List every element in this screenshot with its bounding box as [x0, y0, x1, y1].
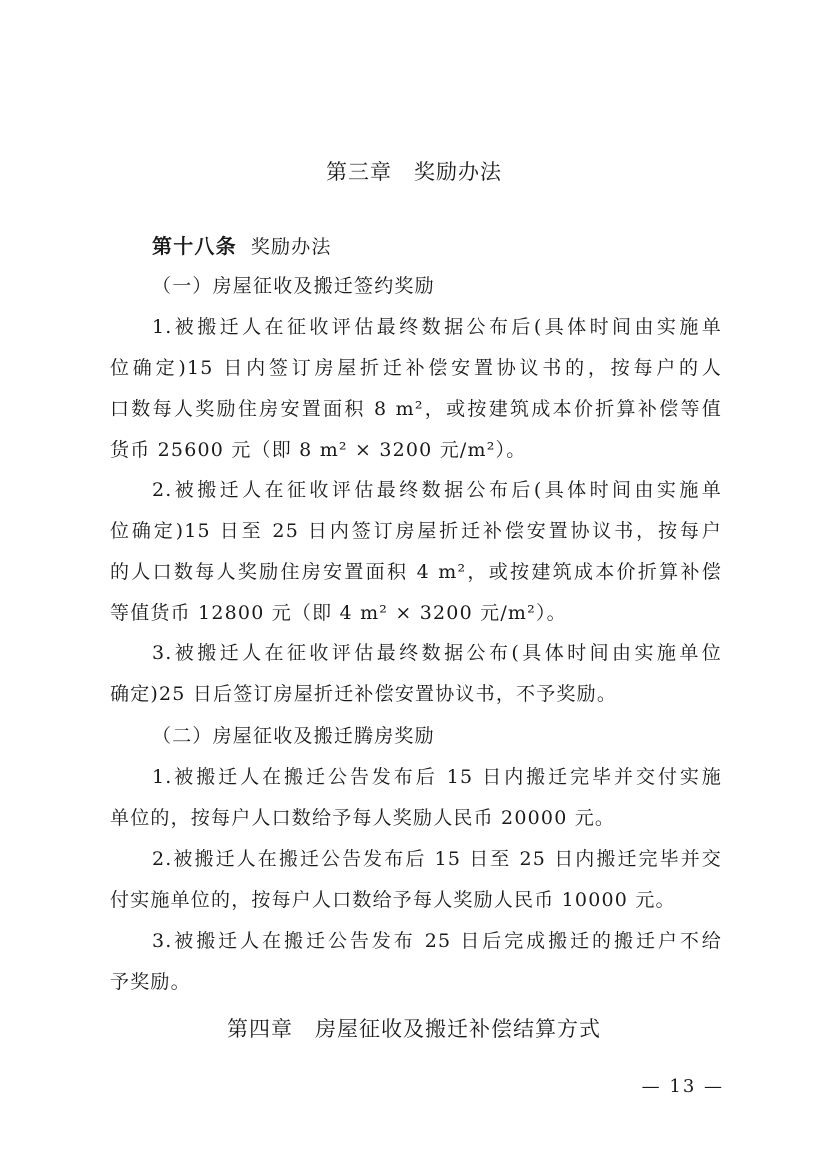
chapter-3-title: 第三章 奖励办法 [326, 160, 502, 184]
section-1-item-1-line-3: 口数每人奖励住房安置面积 8 m²，或按建筑成本价折算补偿等值 [110, 398, 722, 420]
section-2-item-1-line-1: 1.被搬迁人在搬迁公告发布后 15 日内搬迁完毕并交付实施 [152, 766, 722, 788]
section-1-item-3-line-1: 3.被搬迁人在征收评估最终数据公布(具体时间由实施单位 [152, 642, 722, 664]
section-2-item-1-line-2: 单位的，按每户人口数给予每人奖励人民币 20000 元。 [110, 807, 616, 829]
section-1-item-1-line-4: 货币 25600 元（即 8 m² × 3200 元/m²）。 [110, 439, 527, 461]
section-2-item-3-line-1: 3.被搬迁人在搬迁公告发布 25 日后完成搬迁的搬迁户不给 [152, 930, 722, 952]
section-1-item-2-line-1: 2.被搬迁人在征收评估最终数据公布后(具体时间由实施单 [152, 479, 722, 501]
article-18-heading [152, 226, 764, 267]
section-2-item-3-line-2: 予奖励。 [110, 971, 191, 993]
section-1-item-2-line-4: 等值货币 12800 元（即 4 m² × 3200 元/m²）。 [110, 602, 567, 624]
section-2-item-2-line-1: 2.被搬迁人在搬迁公告发布后 15 日至 25 日内搬迁完毕并交 [152, 848, 722, 870]
section-2-heading: （二）房屋征收及搬迁腾房奖励 [152, 725, 435, 747]
page-number: — 13 — [641, 1076, 724, 1097]
section-1-item-2-line-2: 位确定)15 日至 25 日内签订房屋折迁补偿安置协议书，按每户 [110, 520, 722, 542]
section-1-item-1-line-1: 1.被搬迁人在征收评估最终数据公布后(具体时间由实施单 [152, 316, 722, 338]
chapter-4-title: 第四章 房屋征收及搬迁补偿结算方式 [227, 1017, 601, 1041]
article-18-topic: 奖励办法 [250, 236, 332, 258]
section-2-item-2-line-2: 付实施单位的，按每户人口数给予每人奖励人民币 10000 元。 [110, 889, 676, 911]
article-18-label: 第十八条 [152, 234, 237, 258]
section-1-item-1-line-2: 位确定)15 日内签订房屋折迁补偿安置协议书的，按每户的人 [110, 357, 722, 379]
section-1-item-3-line-2: 确定)25 日后签订房屋折迁补偿安置协议书，不予奖励。 [110, 683, 618, 705]
section-1-heading: （一）房屋征收及搬迁签约奖励 [152, 275, 435, 297]
section-1-item-2-line-3: 的人口数每人奖励住房安置面积 4 m²，或按建筑成本价折算补偿 [110, 561, 722, 583]
